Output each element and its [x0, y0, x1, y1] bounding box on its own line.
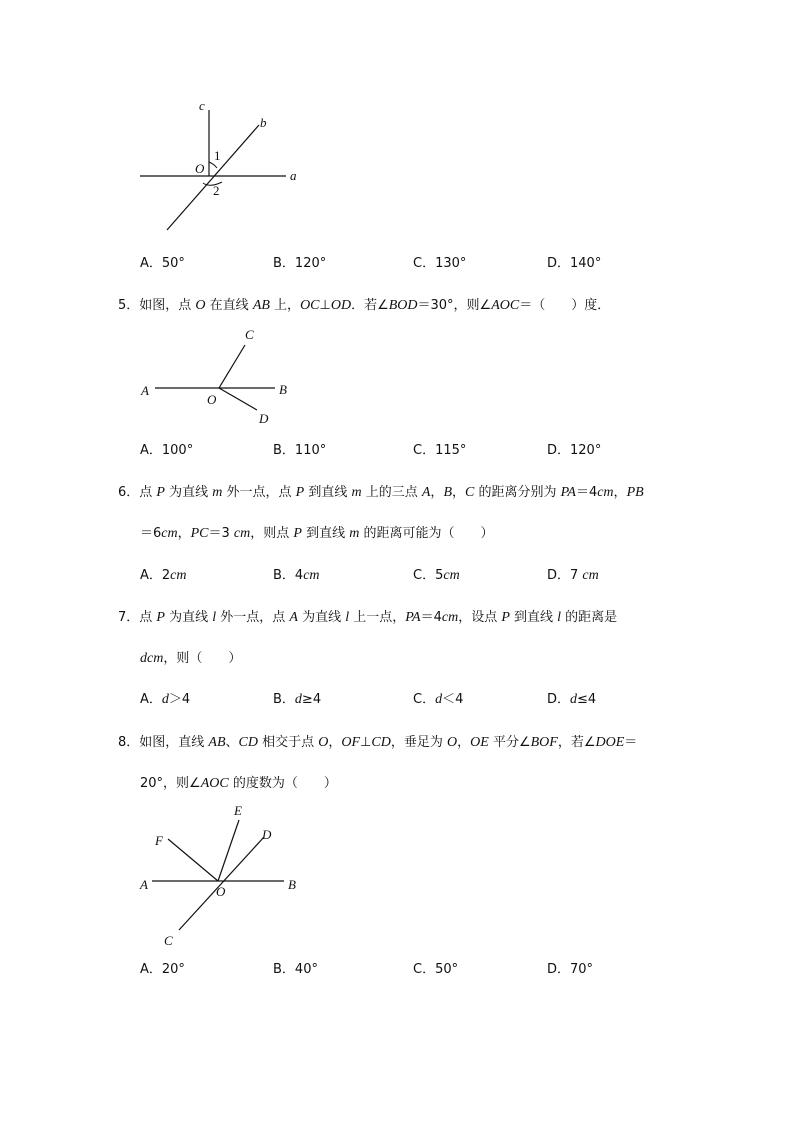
- q8-option-d[interactable]: D．70°: [547, 962, 594, 977]
- q5-option-d[interactable]: D．120°: [547, 443, 602, 458]
- label-c: C: [245, 327, 254, 342]
- q7-option-d[interactable]: D．d≤4: [547, 692, 597, 707]
- q7-option-a[interactable]: A．d＞4: [140, 692, 191, 707]
- label-1: 1: [214, 148, 221, 163]
- ray-of: [168, 839, 218, 881]
- ray-od: [219, 388, 257, 410]
- q4-figure: [130, 98, 320, 238]
- q4-option-d[interactable]: D．140°: [547, 256, 602, 271]
- q5-option-b[interactable]: B．110°: [273, 443, 327, 458]
- q8-figure: [130, 800, 330, 950]
- label-d: D: [262, 827, 272, 842]
- q7-option-c[interactable]: C．d＜4: [413, 692, 464, 707]
- label-f: F: [155, 833, 163, 848]
- q5-stem: 5．如图，点 O 在直线 AB 上，OC⊥OD．若∠BOD＝30°，则∠AOC＝（ ）度．: [118, 298, 611, 313]
- q8-option-c[interactable]: C．50°: [413, 962, 459, 977]
- q4-option-b[interactable]: B．120°: [273, 256, 327, 271]
- label-o: O: [207, 392, 217, 407]
- label-2: 2: [213, 183, 220, 198]
- q4-option-a[interactable]: A．50°: [140, 256, 185, 271]
- q4-option-c[interactable]: C．130°: [413, 256, 467, 271]
- ray-oc: [219, 345, 245, 388]
- label-e: E: [234, 803, 242, 818]
- q6-stem-line2: ＝6cm，PC＝3 cm，则点 P 到直线 m 的距离可能为（ ）: [140, 526, 494, 541]
- label-b: B: [288, 877, 296, 892]
- q8-stem-line2: 20°，则∠AOC 的度数为（ ）: [140, 776, 337, 791]
- q5-figure: [135, 325, 315, 435]
- q8-option-b[interactable]: B．40°: [273, 962, 318, 977]
- q7-stem-line1: 7．点 P 为直线 l 外一点，点 A 为直线 l 上一点，PA＝4cm，设点 P 到直线 l 的距离是: [118, 610, 618, 625]
- q6-option-d[interactable]: D．7 cm: [547, 568, 599, 583]
- q5-option-c[interactable]: C．115°: [413, 443, 467, 458]
- q7-option-b[interactable]: B．d≥4: [273, 692, 322, 707]
- ray-oe: [218, 820, 239, 881]
- label-c: c: [199, 98, 205, 113]
- label-a: a: [290, 168, 297, 183]
- label-b: B: [279, 382, 287, 397]
- line-b: [167, 125, 259, 230]
- label-c: C: [164, 933, 173, 948]
- label-d: D: [259, 411, 269, 426]
- label-o: O: [195, 161, 205, 176]
- q6-option-c[interactable]: C．5cm: [413, 568, 460, 583]
- q6-option-a[interactable]: A．2cm: [140, 568, 187, 583]
- q6-option-b[interactable]: B．4cm: [273, 568, 320, 583]
- q8-option-a[interactable]: A．20°: [140, 962, 185, 977]
- label-a: A: [141, 383, 149, 398]
- label-a: A: [140, 877, 148, 892]
- q8-stem-line1: 8．如图，直线 AB、CD 相交于点 O，OF⊥CD，垂足为 O，OE 平分∠BOF，若∠DOE＝: [118, 735, 638, 750]
- q6-stem-line1: 6．点 P 为直线 m 外一点，点 P 到直线 m 上的三点 A，B，C 的距离分别为 PA＝4cm，PB: [118, 485, 644, 500]
- q5-option-a[interactable]: A．100°: [140, 443, 194, 458]
- q7-stem-line2: dcm，则（ ）: [140, 651, 242, 666]
- label-b: b: [260, 115, 267, 130]
- label-o: O: [216, 884, 226, 899]
